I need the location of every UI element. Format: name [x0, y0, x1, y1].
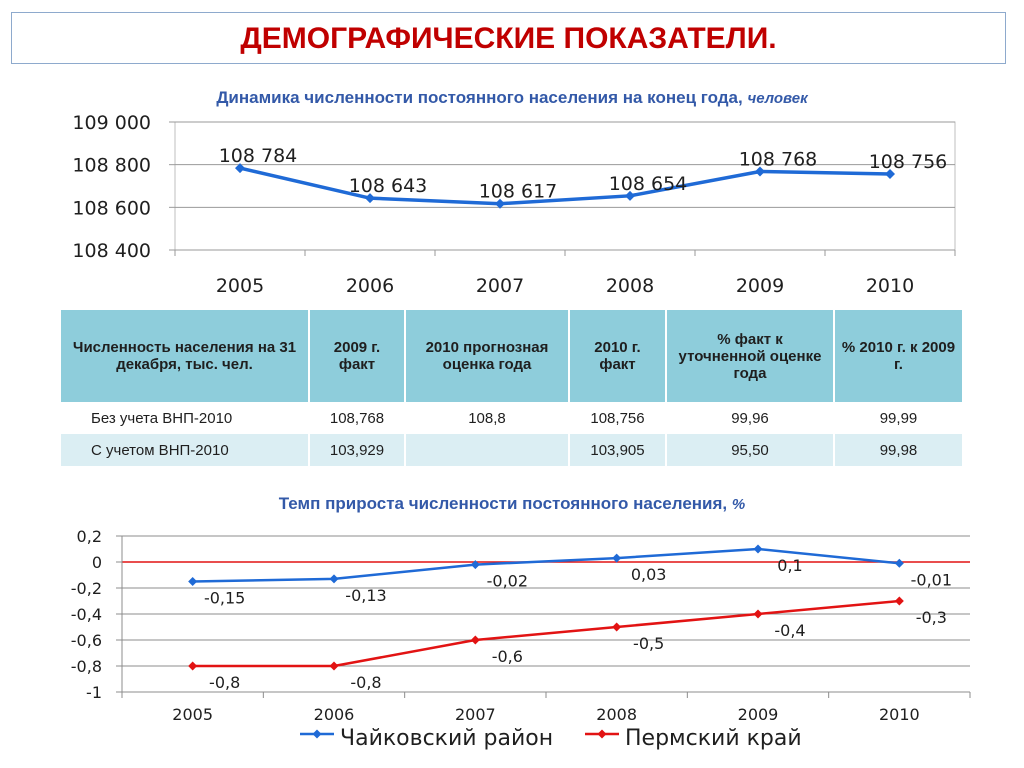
x-tick-label: 2010	[865, 275, 915, 297]
table-header-cell: 2010 г. факт	[569, 310, 666, 402]
table-cell: 108,756	[569, 402, 666, 434]
table-cell: 108,768	[309, 402, 405, 434]
chaikovsky-data-label: -0,02	[486, 571, 529, 591]
chaikovsky-data-point	[188, 577, 197, 586]
table-cell: 108,8	[405, 402, 569, 434]
table-cell	[405, 434, 569, 466]
population-chart-unit: человек	[747, 90, 808, 107]
table-header-row	[61, 310, 962, 402]
x-tick-label: 2005	[215, 275, 265, 297]
chaikovsky-data-label: -0,13	[345, 585, 387, 605]
growth-rate-line-chart	[0, 518, 1024, 768]
table-cell: С учетом ВНП-2010	[61, 434, 309, 466]
y-tick-label: -1	[86, 683, 102, 702]
y-tick-label: -0,4	[70, 605, 102, 624]
chaikovsky-data-label: 0,03	[630, 565, 667, 585]
y-tick-label: -0,8	[70, 657, 102, 676]
chaikovsky-data-label: -0,01	[910, 570, 953, 590]
perm-data-point	[188, 662, 197, 671]
population-chart-title-text: Динамика численности постоянного населения на конец года,	[216, 88, 743, 107]
x-tick-label: 2010	[878, 705, 920, 724]
perm-data-point	[612, 623, 621, 632]
table-row	[61, 434, 962, 466]
table-cell: Без учета ВНП-2010	[61, 402, 309, 434]
table-header-cell: % 2010 г. к 2009 г.	[834, 310, 962, 402]
perm-data-label: -0,5	[633, 634, 665, 653]
table-row	[61, 402, 962, 434]
y-tick-label: 108 600	[72, 197, 151, 220]
table-cell: 99,99	[834, 402, 962, 434]
x-tick-label: 2006	[313, 705, 355, 724]
population-table	[61, 310, 962, 466]
population-series-line	[240, 168, 890, 204]
growth-chart-title-text: Темп прироста численности постоянного населения,	[278, 494, 728, 513]
y-tick-label: 0,2	[76, 527, 102, 546]
perm-data-label: -0,8	[209, 673, 241, 692]
perm-data-label: -0,4	[774, 621, 806, 640]
x-tick-label: 2007	[475, 275, 525, 297]
population-chart-title	[0, 88, 1024, 108]
perm-data-label: -0,8	[350, 673, 382, 692]
table-header-cell: % факт к уточненной оценке года	[666, 310, 834, 402]
perm-data-label: -0,6	[491, 647, 523, 666]
population-data-label: 108 756	[868, 151, 948, 174]
growth-chart-title	[0, 494, 1024, 514]
x-tick-label: 2005	[172, 705, 214, 724]
title-box	[11, 12, 1006, 64]
page-title: ДЕМОГРАФИЧЕСКИЕ ПОКАЗАТЕЛИ.	[240, 22, 777, 55]
growth-chart-unit: %	[731, 496, 746, 513]
plot-area	[175, 122, 955, 250]
table-cell: 99,98	[834, 434, 962, 466]
chaikovsky-data-point	[330, 574, 339, 583]
y-tick-label: 108 800	[72, 154, 151, 177]
y-tick-label: -0,6	[70, 631, 102, 650]
perm-data-point	[754, 610, 763, 619]
table-cell: 103,905	[569, 434, 666, 466]
perm-data-point	[471, 636, 480, 645]
chaikovsky-legend-marker	[313, 730, 322, 739]
perm-data-label: -0,3	[915, 608, 947, 627]
chaikovsky-legend-label: Чайковский район	[340, 726, 554, 751]
perm-data-point	[330, 662, 339, 671]
population-line-chart	[0, 108, 1024, 300]
y-tick-label: 108 400	[72, 240, 151, 262]
table-header-cell: 2010 прогнозная оценка года	[405, 310, 569, 402]
x-tick-label: 2009	[735, 275, 785, 297]
x-tick-label: 2009	[737, 705, 779, 724]
y-tick-label: 0	[91, 553, 102, 572]
x-tick-label: 2006	[345, 275, 395, 297]
y-tick-label: 109 000	[72, 112, 151, 134]
population-data-label: 108 617	[478, 180, 558, 203]
population-data-label: 108 768	[738, 148, 818, 171]
table-header-cell: Численность населения на 31 декабря, тыс. чел.	[61, 310, 309, 402]
table-cell: 99,96	[666, 402, 834, 434]
table-cell: 103,929	[309, 434, 405, 466]
x-tick-label: 2008	[605, 275, 655, 297]
table-cell: 95,50	[666, 434, 834, 466]
perm-legend-label: Пермский край	[625, 726, 802, 751]
x-tick-label: 2007	[454, 705, 496, 724]
table-header-cell: 2009 г. факт	[309, 310, 405, 402]
chaikovsky-data-point	[895, 559, 904, 568]
x-tick-label: 2008	[596, 705, 638, 724]
chaikovsky-data-point	[754, 545, 763, 554]
perm-data-point	[895, 597, 904, 606]
y-tick-label: -0,2	[70, 579, 102, 598]
chaikovsky-data-label: -0,15	[203, 588, 246, 608]
population-data-label: 108 643	[348, 175, 428, 198]
population-data-label: 108 784	[218, 145, 298, 168]
chaikovsky-data-label: 0,1	[777, 556, 803, 575]
perm-legend-marker	[598, 730, 607, 739]
population-data-label: 108 654	[608, 172, 688, 195]
